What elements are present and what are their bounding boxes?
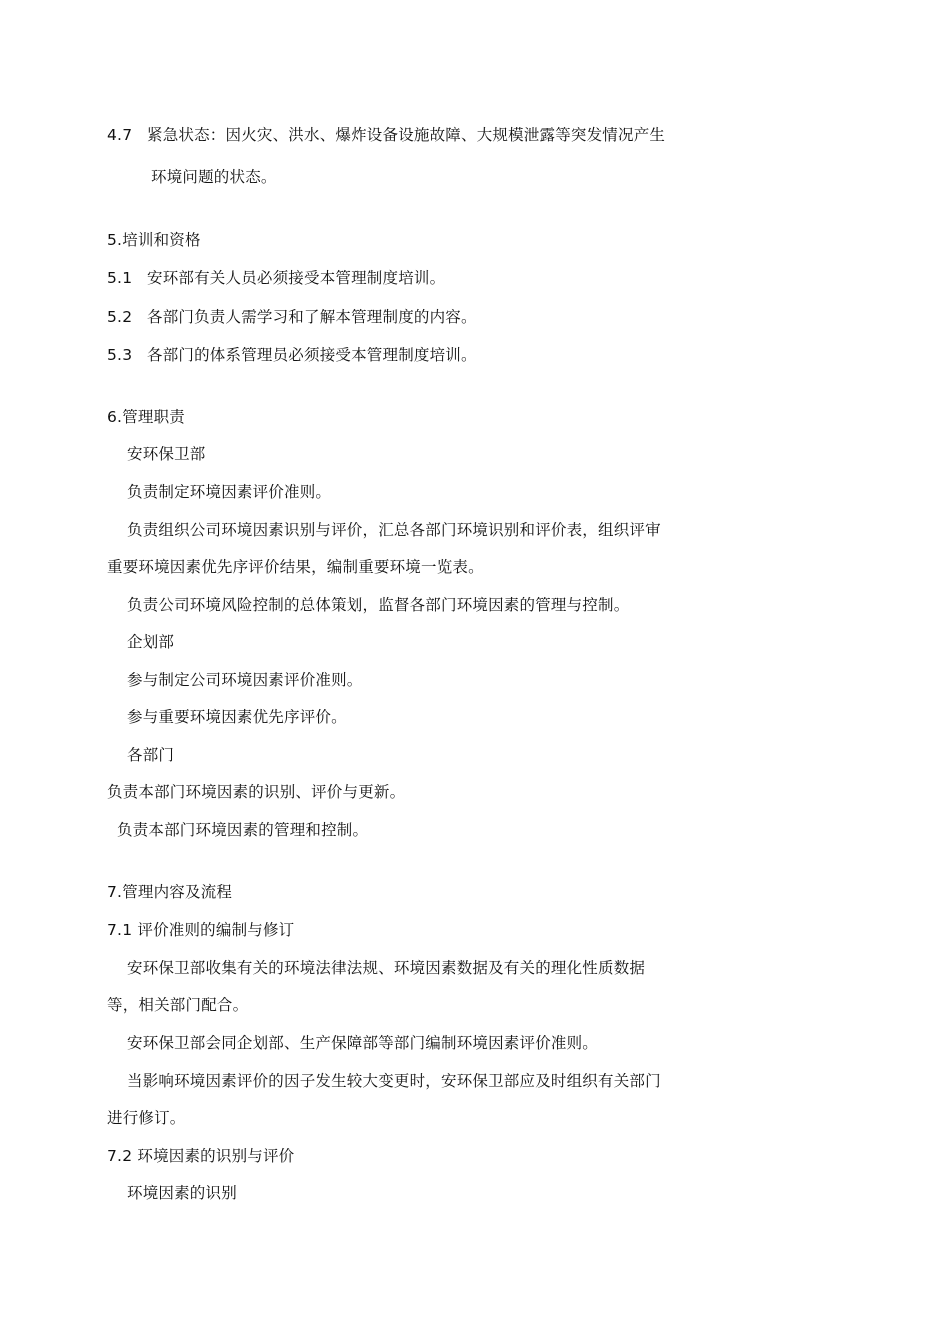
clause-4-7 <box>107 124 665 146</box>
paragraph-line: 重要环境因素优先序评价结果，编制重要环境一览表。 <box>107 558 484 576</box>
clause-number: 5.1 <box>107 269 133 287</box>
paragraph-line: 参与制定公司环境因素评价准则。 <box>127 671 363 689</box>
paragraph-line: 安环保卫部会同企划部、生产保障部等部门编制环境因素评价准则。 <box>127 1034 599 1052</box>
clause-number: 5.3 <box>107 346 133 364</box>
section-6-heading: 6.管理职责 <box>107 408 185 426</box>
paragraph-line: 负责制定环境因素评价准则。 <box>127 483 332 501</box>
subsection-7-1-heading: 7.1 评价准则的编制与修订 <box>107 921 295 939</box>
paragraph-line: 当影响环境因素评价的因子发生较大变更时，安环保卫部应及时组织有关部门 <box>127 1072 661 1090</box>
section-5-heading: 5.培训和资格 <box>107 231 201 249</box>
paragraph-line: 负责本部门环境因素的识别、评价与更新。 <box>107 783 406 801</box>
clause-number: 4.7 <box>107 126 133 144</box>
clause-5-3 <box>107 344 477 366</box>
clause-text: 各部门的体系管理员必须接受本管理制度培训。 <box>147 346 477 364</box>
paragraph-line: 负责公司环境风险控制的总体策划，监督各部门环境因素的管理与控制。 <box>127 596 630 614</box>
paragraph-line: 负责组织公司环境因素识别与评价，汇总各部门环境识别和评价表，组织评审 <box>127 521 661 539</box>
dept-heading-planning: 企划部 <box>127 633 175 651</box>
subsection-7-2-heading: 7.2 环境因素的识别与评价 <box>107 1147 295 1165</box>
clause-text: 各部门负责人需学习和了解本管理制度的内容。 <box>147 308 477 326</box>
paragraph-line: 安环保卫部收集有关的环境法律法规、环境因素数据及有关的理化性质数据 <box>127 959 646 977</box>
section-7-heading: 7.管理内容及流程 <box>107 883 233 901</box>
dept-heading-all: 各部门 <box>127 746 175 764</box>
clause-text: 安环部有关人员必须接受本管理制度培训。 <box>147 269 446 287</box>
paragraph-line: 负责本部门环境因素的管理和控制。 <box>117 821 369 839</box>
clause-text: 紧急状态：因火灾、洪水、爆炸设备设施故障、大规模泄露等突发情况产生 <box>147 126 666 144</box>
paragraph-line: 环境因素的识别 <box>127 1184 237 1202</box>
paragraph-line: 参与重要环境因素优先序评价。 <box>127 708 347 726</box>
paragraph-line: 进行修订。 <box>107 1109 186 1127</box>
clause-5-1 <box>107 267 445 289</box>
clause-number: 5.2 <box>107 308 133 326</box>
paragraph-line: 等，相关部门配合。 <box>107 996 249 1014</box>
clause-5-2 <box>107 306 477 328</box>
clause-4-7-continuation: 环境问题的状态。 <box>151 168 277 186</box>
dept-heading-security: 安环保卫部 <box>127 445 206 463</box>
